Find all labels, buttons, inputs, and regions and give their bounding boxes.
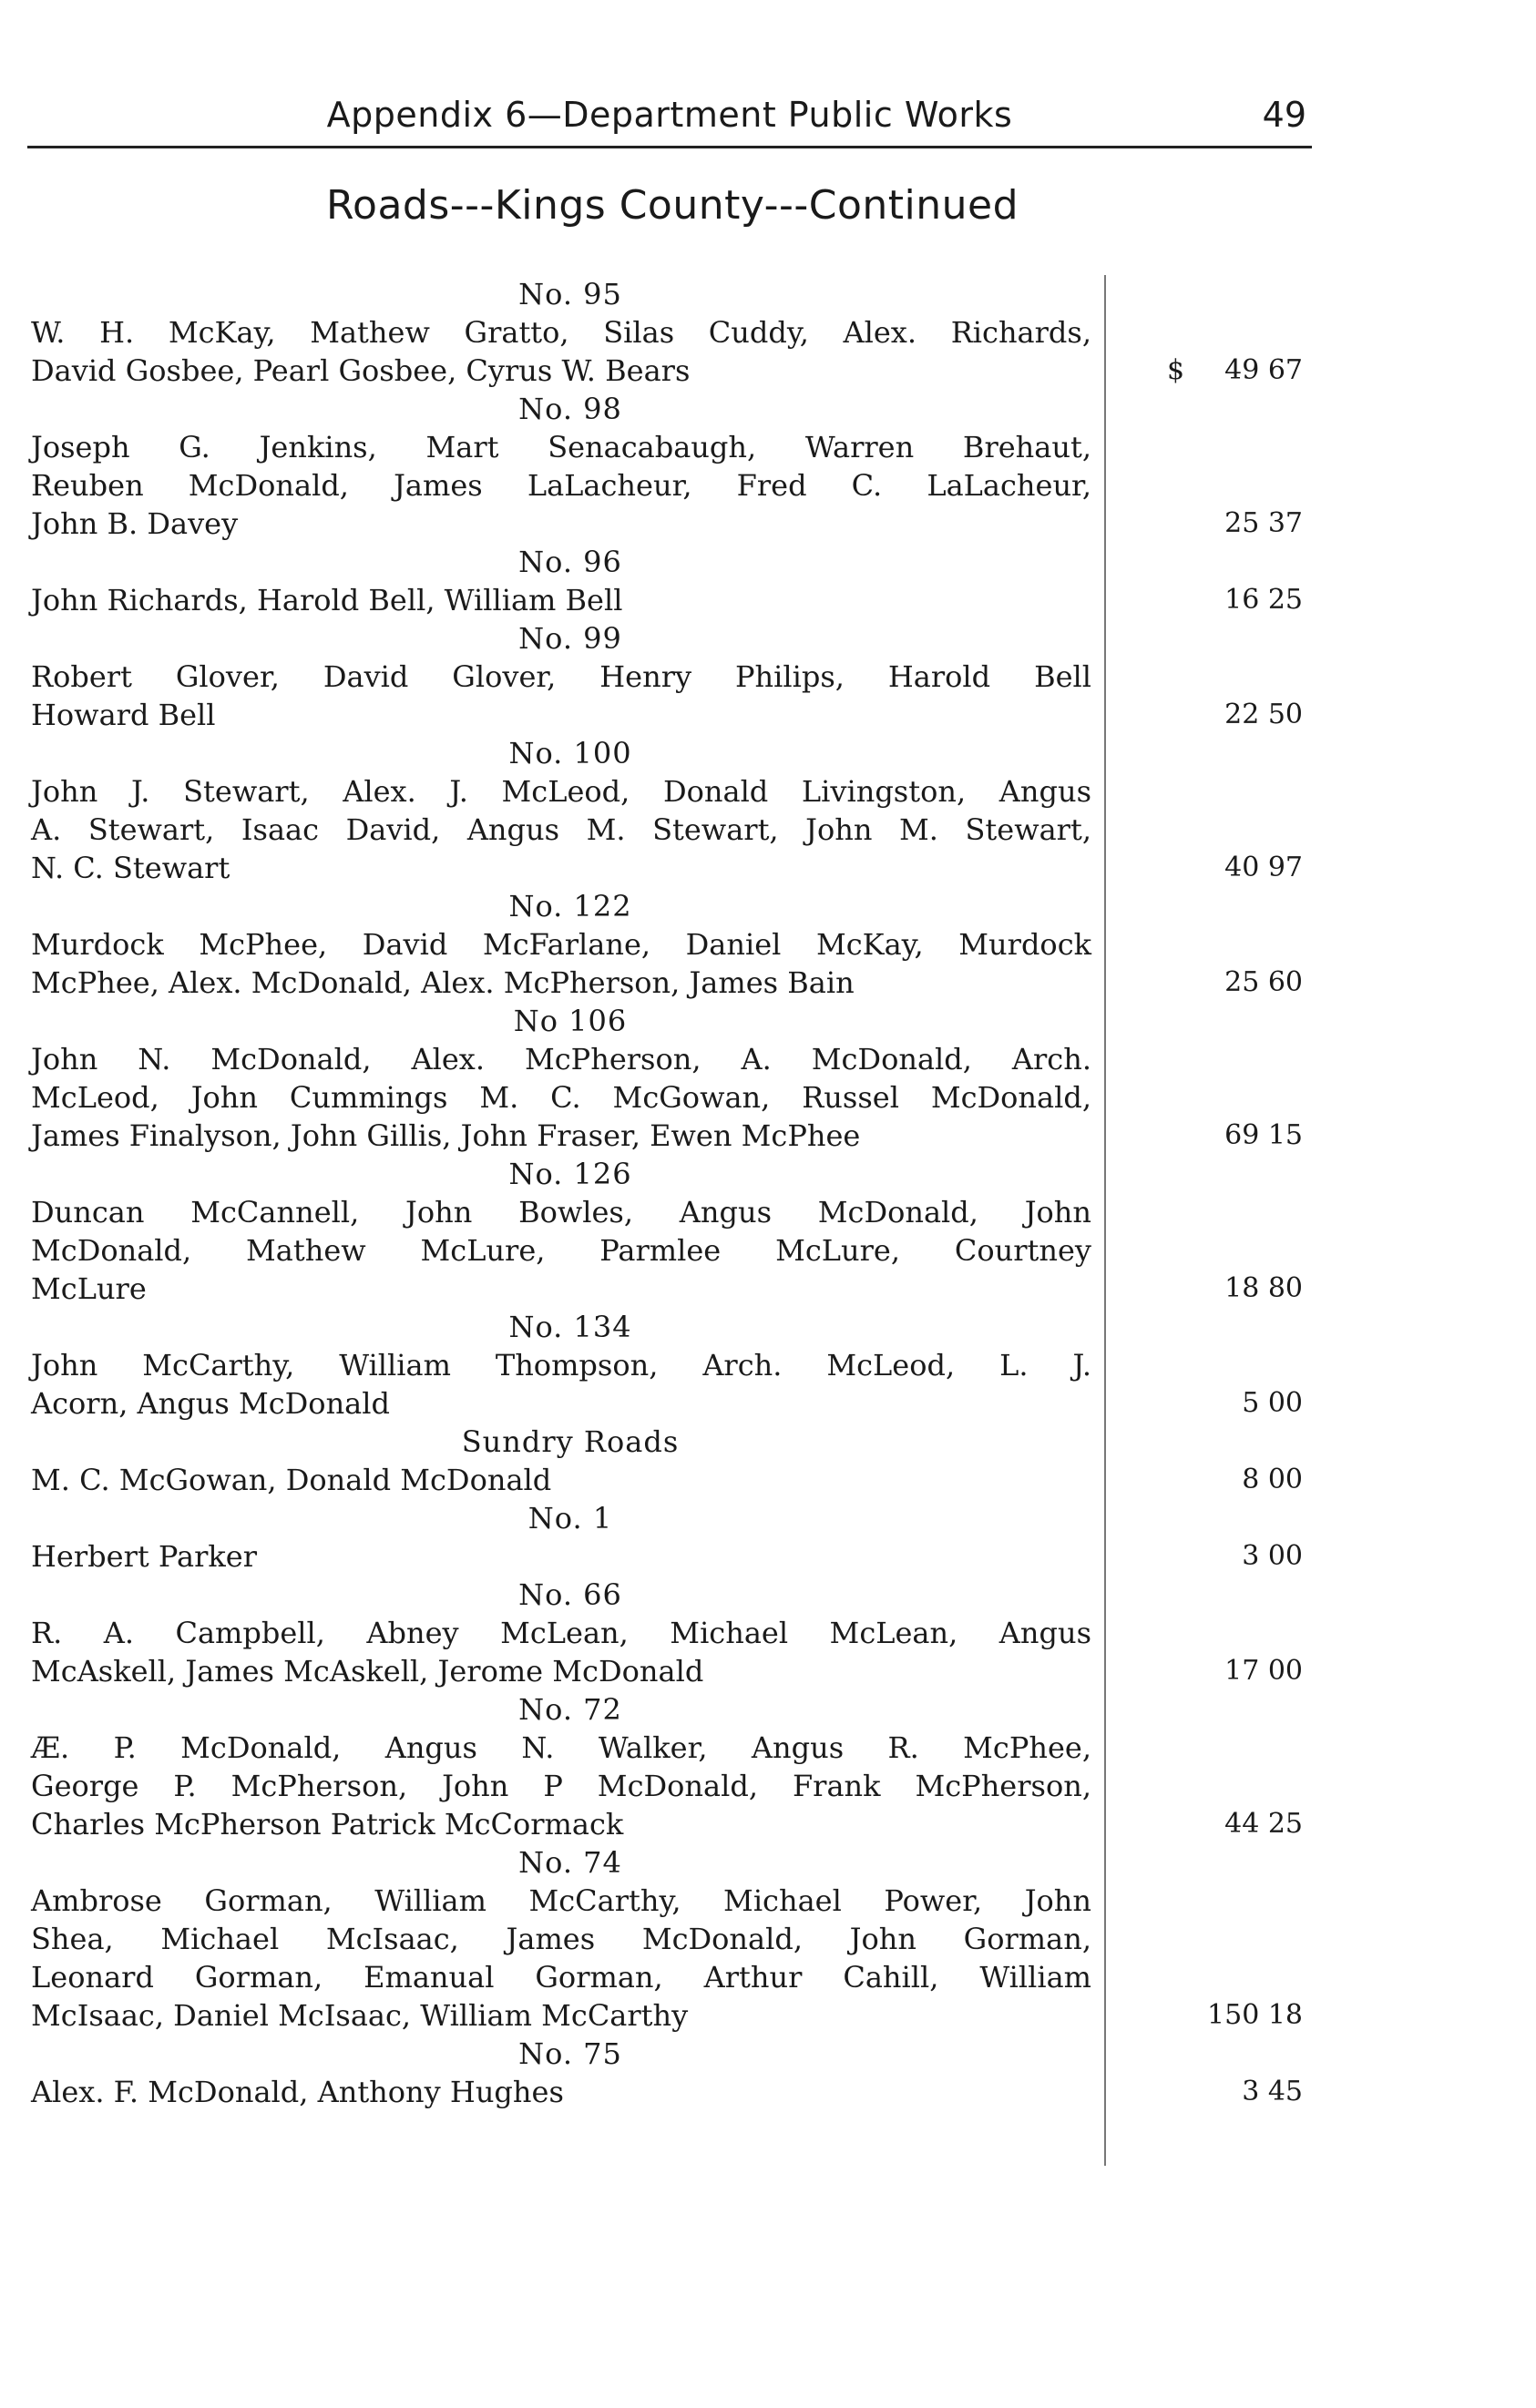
name-line: McDonald, Mathew McLure, Parmlee McLure, Courtney xyxy=(31,1233,1091,1268)
names-list xyxy=(31,1346,1091,1423)
names-list xyxy=(31,2073,1091,2111)
amount-value: 25 37 xyxy=(1224,507,1303,539)
names-list xyxy=(31,658,1091,734)
name-line: David Gosbee, Pearl Gosbee, Cyrus W. Bears xyxy=(31,353,691,388)
entry-row xyxy=(31,658,1312,734)
amount-value: 3 45 xyxy=(1242,2076,1303,2107)
entry-row xyxy=(31,1537,1312,1576)
road-number: No. 98 xyxy=(518,392,622,426)
amount-cell xyxy=(1091,696,1312,734)
entry-row xyxy=(31,1193,1312,1308)
amount-value: 69 15 xyxy=(1224,1119,1303,1151)
road-number: No. 72 xyxy=(518,1692,622,1727)
road-number: No. 95 xyxy=(518,277,622,311)
name-line: Duncan McCannell, John Bowles, Angus McDonald, John xyxy=(31,1195,1091,1230)
road-number: No. 122 xyxy=(508,889,632,923)
amount-value: 5 00 xyxy=(1242,1387,1303,1419)
name-line: Joseph G. Jenkins, Mart Senacabaugh, Warren Brehaut, xyxy=(31,430,1091,464)
names-list xyxy=(31,428,1091,543)
amount-value: 22 50 xyxy=(1224,699,1303,730)
name-line: McIsaac, Daniel McIsaac, William McCarthy xyxy=(31,1998,689,2033)
amount-cell xyxy=(1091,1652,1312,1690)
entries-list xyxy=(31,275,1312,2111)
entry-row xyxy=(31,1461,1312,1499)
amount-cell xyxy=(1091,1270,1312,1308)
entry-row xyxy=(31,925,1312,1002)
name-line: Acorn, Angus McDonald xyxy=(31,1386,390,1421)
amount-cell xyxy=(1091,1461,1312,1499)
name-line: John J. Stewart, Alex. J. McLeod, Donald Livingston, Angus xyxy=(31,774,1091,809)
name-line: John B. Davey xyxy=(31,506,239,541)
name-line: McAskell, James McAskell, Jerome McDonald xyxy=(31,1654,704,1689)
name-line: Alex. F. McDonald, Anthony Hughes xyxy=(31,2075,564,2109)
entry-row xyxy=(31,772,1312,887)
entry-row xyxy=(31,313,1312,390)
amount-cell xyxy=(1091,1537,1312,1576)
amount-cell xyxy=(1091,352,1312,390)
running-title: Appendix 6—Department Public Works xyxy=(326,95,1013,135)
name-line: Reuben McDonald, James LaLacheur, Fred C. LaLacheur, xyxy=(31,468,1091,503)
amount-value: 18 80 xyxy=(1224,1272,1303,1304)
road-number: No. 96 xyxy=(518,545,622,579)
names-list xyxy=(31,1729,1091,1843)
entry-row xyxy=(31,2073,1312,2111)
names-list xyxy=(31,925,1091,1002)
names-list xyxy=(31,1193,1091,1308)
road-number: No. 75 xyxy=(518,2036,622,2071)
amount-value: 17 00 xyxy=(1224,1655,1303,1687)
name-line: McLeod, John Cummings M. C. McGowan, Russel McDonald, xyxy=(31,1080,1091,1115)
names-list xyxy=(31,1461,1091,1499)
amount-value: 44 25 xyxy=(1224,1808,1303,1840)
name-line: John McCarthy, William Thompson, Arch. McLeod, L. J. xyxy=(31,1348,1091,1383)
amount-cell xyxy=(1091,505,1312,543)
road-number: Sundry Roads xyxy=(461,1424,680,1459)
amount-cell xyxy=(1091,1384,1312,1423)
name-line: M. C. McGowan, Donald McDonald xyxy=(31,1463,552,1497)
amount-value: 25 60 xyxy=(1224,966,1303,998)
names-list xyxy=(31,313,1091,390)
amount-cell xyxy=(1091,849,1312,887)
entry-row xyxy=(31,581,1312,619)
name-line: James Finalyson, John Gillis, John Fraser, Ewen McPhee xyxy=(31,1118,861,1153)
road-number: No. 134 xyxy=(508,1310,632,1344)
name-line: Herbert Parker xyxy=(31,1539,257,1574)
names-list xyxy=(31,1614,1091,1690)
name-line: R. A. Campbell, Abney McLean, Michael McLean, Angus xyxy=(31,1616,1091,1650)
name-line: Leonard Gorman, Emanual Gorman, Arthur Cahill, William xyxy=(31,1960,1091,1995)
name-line: Charles McPherson Patrick McCormack xyxy=(31,1807,624,1842)
amount-cell xyxy=(1091,1117,1312,1155)
amount-value: 150 18 xyxy=(1207,1999,1303,2031)
amount-cell xyxy=(1091,1805,1312,1843)
amount-value: 3 00 xyxy=(1242,1540,1303,1572)
name-line: N. C. Stewart xyxy=(31,851,230,885)
amount-value: 8 00 xyxy=(1242,1464,1303,1495)
road-number: No. 74 xyxy=(518,1845,622,1880)
page-number: 49 xyxy=(1262,95,1306,135)
section-title: Roads---Kings County---Continued xyxy=(325,182,1019,229)
entry-row xyxy=(31,1729,1312,1843)
name-line: A. Stewart, Isaac David, Angus M. Stewart, John M. Stewart, xyxy=(31,812,1091,847)
name-line: John N. McDonald, Alex. McPherson, A. McDonald, Arch. xyxy=(31,1042,1091,1076)
name-line: McLure xyxy=(31,1271,147,1306)
amount-cell xyxy=(1091,2073,1312,2111)
name-line: George P. McPherson, John P McDonald, Frank McPherson, xyxy=(31,1769,1091,1803)
names-list xyxy=(31,1537,1091,1576)
amount-value: 16 25 xyxy=(1224,584,1303,616)
name-line: Æ. P. McDonald, Angus N. Walker, Angus R. McPhee, xyxy=(31,1730,1091,1765)
amount-cell xyxy=(1091,964,1312,1002)
dollar-sign: $ xyxy=(1167,354,1185,386)
name-line: Howard Bell xyxy=(31,698,216,732)
entry-row xyxy=(31,428,1312,543)
road-number: No. 126 xyxy=(508,1157,632,1191)
name-line: W. H. McKay, Mathew Gratto, Silas Cuddy, Alex. Richards, xyxy=(31,315,1091,350)
amount-cell xyxy=(1091,1996,1312,2035)
names-list xyxy=(31,772,1091,887)
road-number: No. 99 xyxy=(518,621,622,656)
name-line: Shea, Michael McIsaac, James McDonald, John Gorman, xyxy=(31,1922,1091,1956)
running-head xyxy=(27,89,1312,148)
name-line: Ambrose Gorman, William McCarthy, Michael Power, John xyxy=(31,1883,1091,1918)
amount-cell xyxy=(1091,581,1312,619)
name-line: Murdock McPhee, David McFarlane, Daniel McKay, Murdock xyxy=(31,927,1091,962)
names-list xyxy=(31,581,1091,619)
road-number: No 106 xyxy=(513,1004,628,1038)
amount-value: 49 67 xyxy=(1224,354,1303,386)
entry-row xyxy=(31,1614,1312,1690)
entry-row xyxy=(31,1040,1312,1155)
entry-row xyxy=(31,1882,1312,2035)
names-list xyxy=(31,1882,1091,2035)
name-line: Robert Glover, David Glover, Henry Philips, Harold Bell xyxy=(31,659,1091,694)
names-list xyxy=(31,1040,1091,1155)
road-number: No. 1 xyxy=(527,1501,613,1536)
road-number: No. 66 xyxy=(518,1577,622,1612)
amount-value: 40 97 xyxy=(1224,852,1303,883)
road-number: No. 100 xyxy=(508,736,632,770)
name-line: John Richards, Harold Bell, William Bell xyxy=(31,583,623,617)
name-line: McPhee, Alex. McDonald, Alex. McPherson, James Bain xyxy=(31,965,855,1000)
entry-row xyxy=(31,1346,1312,1423)
